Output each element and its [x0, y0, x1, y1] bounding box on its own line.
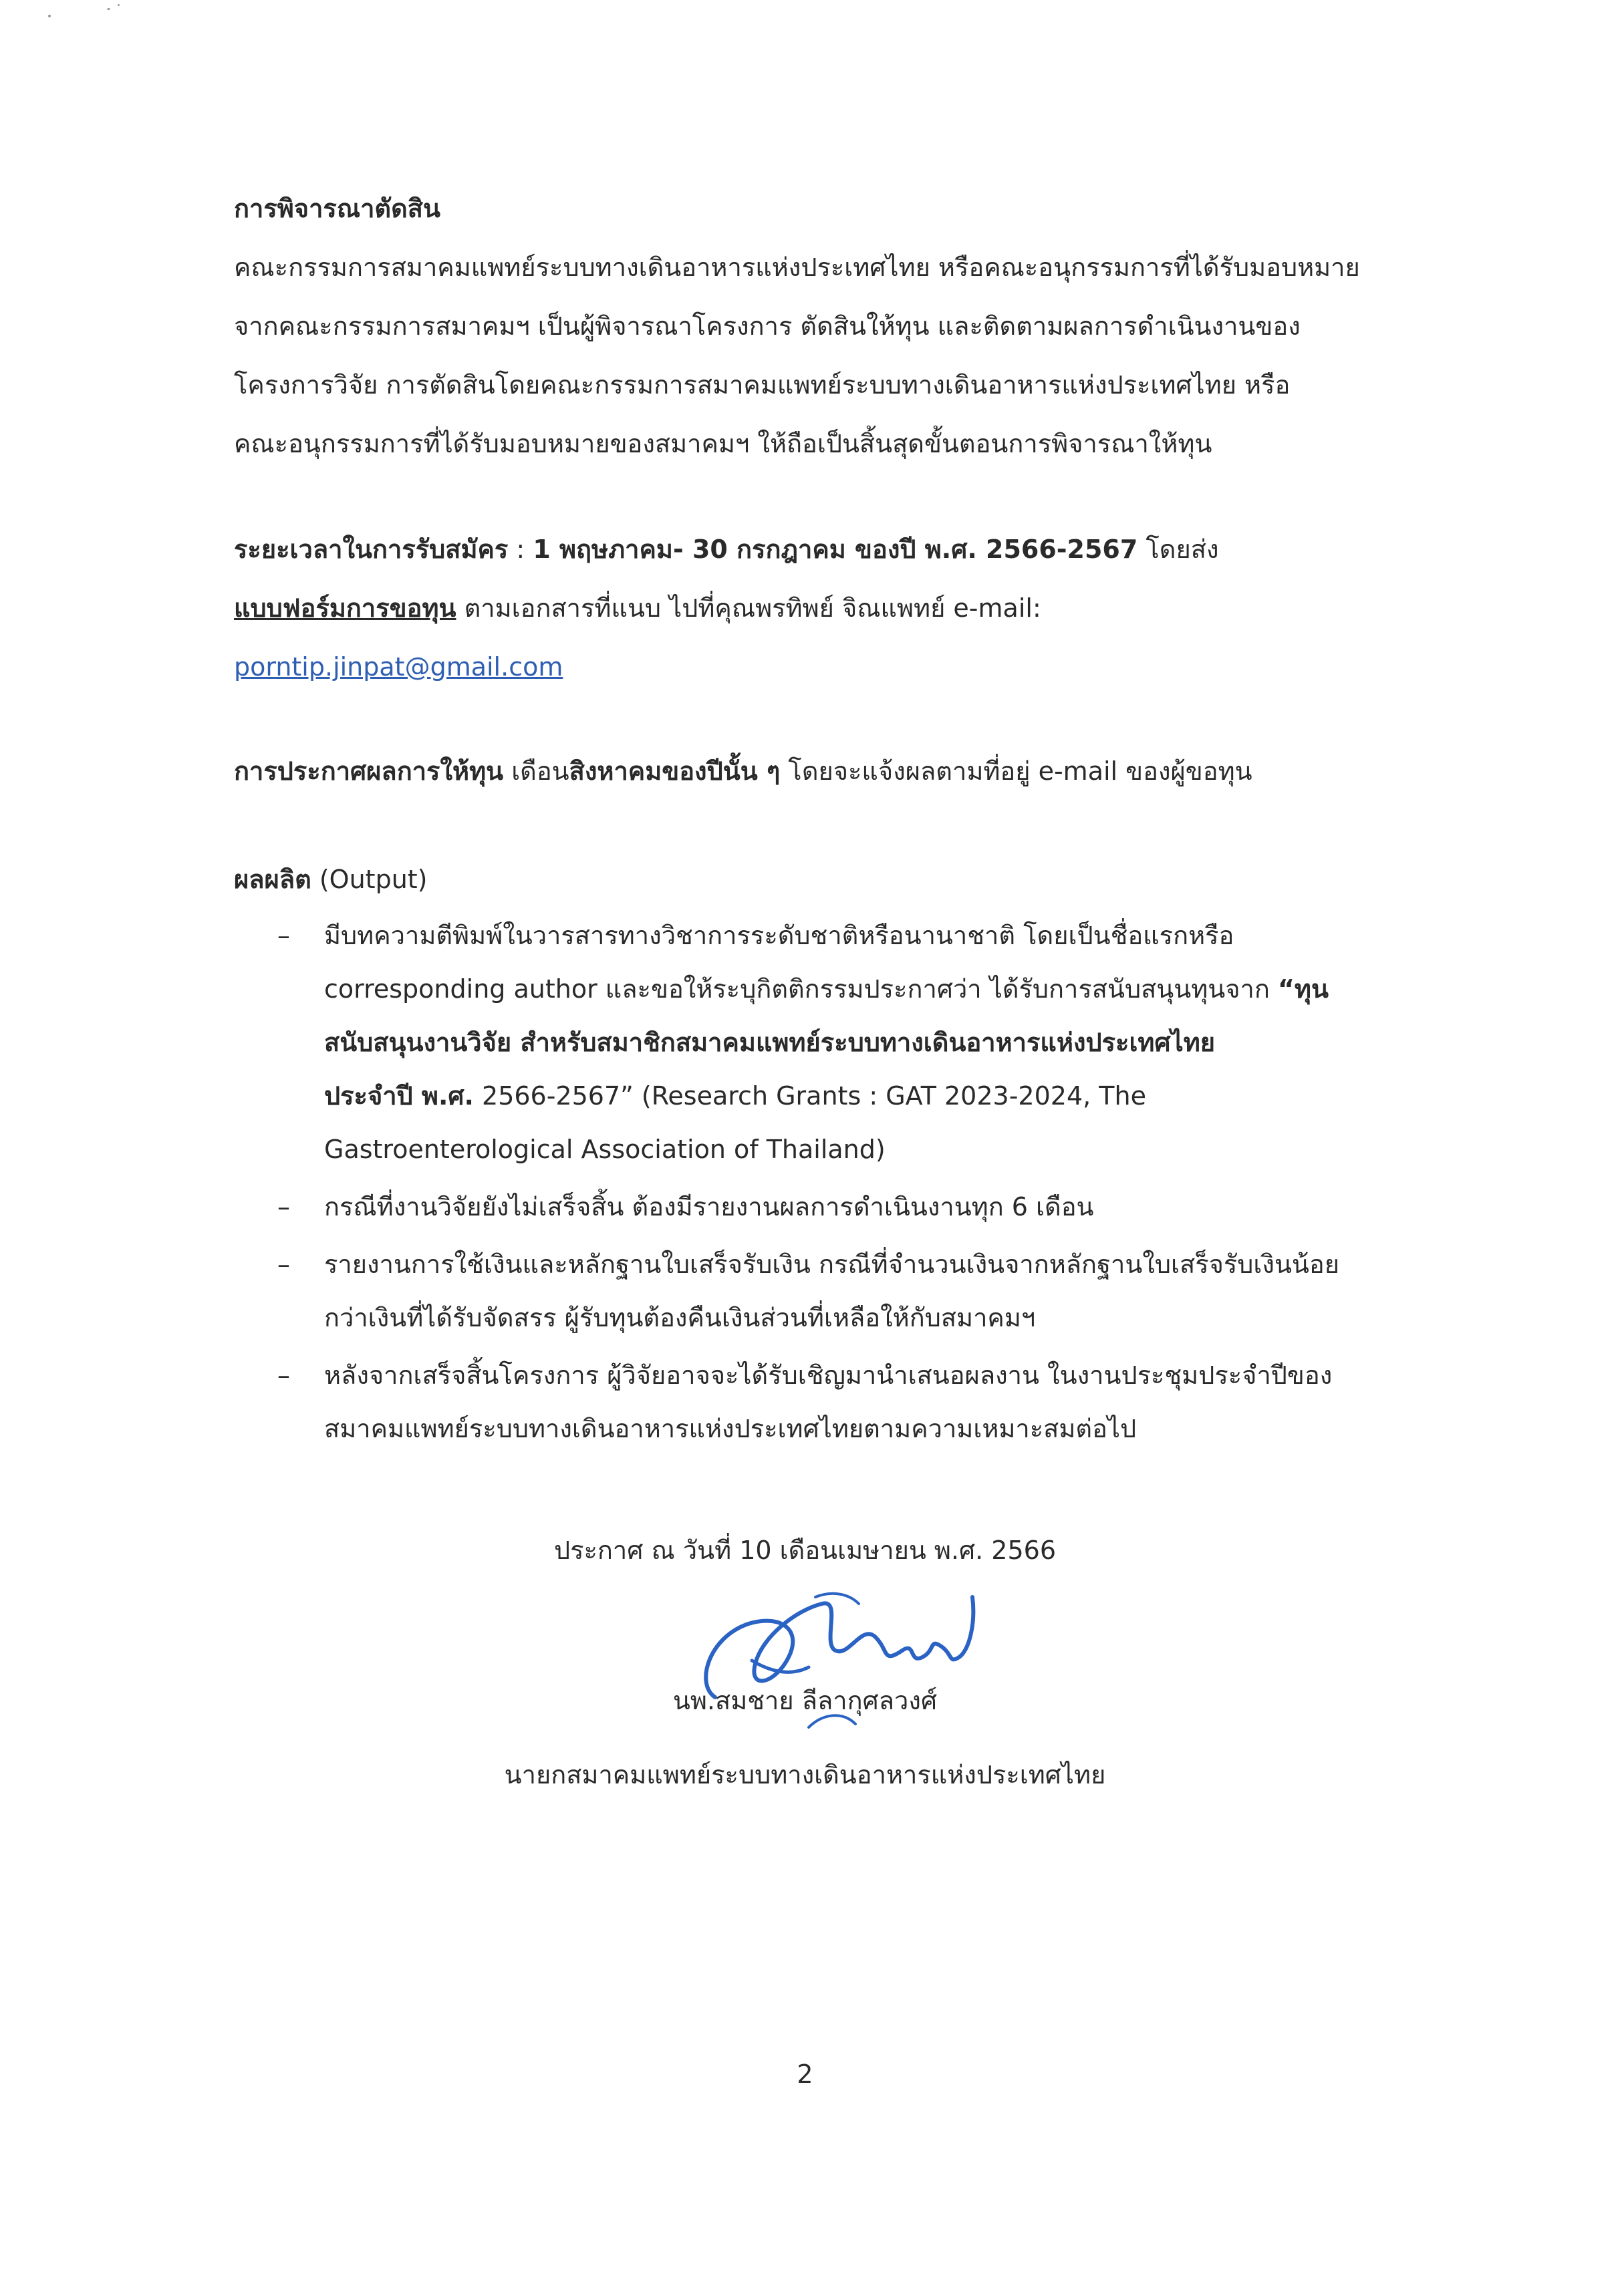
list-item-line: มีบทความตีพิมพ์ในวารสารทางวิชาการระดับชาติหรือนานาชาติ โดยเป็นชื่อแรกหรือ	[324, 921, 1234, 950]
scan-speck	[118, 4, 120, 6]
decision-heading: การพิจารณาตัดสิน	[234, 194, 440, 223]
dash-bullet: –	[277, 1250, 290, 1279]
list-item-line: รายงานการใช้เงินและหลักฐานใบเสร็จรับเงิน กรณีที่จำนวนเงินจากหลักฐานใบเสร็จรับเงินน้อย	[324, 1250, 1339, 1279]
application-tail: โดยส่ง	[1137, 535, 1219, 564]
output-heading: ผลผลิต	[234, 865, 311, 894]
decision-line: คณะกรรมการสมาคมแพทย์ระบบทางเดินอาหารแห่งประเทศไทย หรือคณะอนุกรรมการที่ได้รับมอบหมาย	[234, 253, 1360, 282]
scan-speck	[48, 15, 51, 17]
dash-bullet: –	[277, 921, 290, 950]
page-number: 2	[797, 2059, 813, 2089]
list-item-line: สมาคมแพทย์ระบบทางเดินอาหารแห่งประเทศไทยตามความเหมาะสมต่อไป	[324, 1414, 1137, 1443]
announcement-month: สิงหาคมของปีนั้น ๆ	[569, 756, 781, 786]
output-heading-en: (Output)	[311, 865, 428, 894]
announcement-tail: โดยจะแจ้งผลตามที่อยู่ e-mail ของผู้ขอทุน	[780, 756, 1252, 786]
list-item	[234, 909, 1417, 1176]
list-item	[234, 1238, 1417, 1344]
decision-section	[234, 179, 1403, 473]
signatory-name: นพ.สมชาย ลีลากุศลวงศ์	[672, 1686, 938, 1715]
grant-name-bold: ประจำปี พ.ศ.	[324, 1081, 474, 1111]
list-item-line: Gastroenterological Association of Thailand)	[324, 1135, 886, 1164]
application-form-label: แบบฟอร์มการขอทุน	[234, 593, 456, 623]
signatory-position: นายกสมาคมแพทย์ระบบทางเดินอาหารแห่งประเทศไทย	[504, 1760, 1106, 1789]
list-item	[234, 1180, 1417, 1234]
list-item-line: กรณีที่งานวิจัยยังไม่เสร็จสิ้น ต้องมีรายงานผลการดำเนินงานทุก 6 เดือน	[324, 1192, 1094, 1222]
announcement-label: การประกาศผลการให้ทุน	[234, 756, 504, 786]
list-item-line: กว่าเงินที่ได้รับจัดสรร ผู้รับทุนต้องคืนเงินส่วนที่เหลือให้กับสมาคมฯ	[324, 1303, 1036, 1332]
announcement-section	[234, 742, 1403, 801]
application-form-instruction: ตามเอกสารที่แนบ ไปที่คุณพรทิพย์ จิณแพทย์ e-mail:	[456, 593, 1041, 623]
application-period-label: ระยะเวลาในการรับสมัคร	[234, 535, 509, 564]
grant-name-bold: สนับสนุนงานวิจัย สำหรับสมาชิกสมาคมแพทย์ระบบทางเดินอาหารแห่งประเทศไทย	[324, 1028, 1216, 1057]
list-item-text: 2566-2567” (Research Grants : GAT 2023-2024, The	[473, 1081, 1146, 1111]
decision-line: จากคณะกรรมการสมาคมฯ เป็นผู้พิจารณาโครงการ ตัดสินให้ทุน และติดตามผลการดำเนินงานของ	[234, 311, 1301, 341]
output-section	[234, 850, 1403, 909]
application-period-dates: 1 พฤษภาคม- 30 กรกฎาคม ของปี พ.ศ. 2566-2567	[533, 535, 1138, 564]
output-list	[234, 909, 1417, 1459]
contact-email-link[interactable]: porntip.jinpat@gmail.com	[234, 652, 563, 682]
list-item-line: หลังจากเสร็จสิ้นโครงการ ผู้วิจัยอาจจะได้รับเชิญมานำเสนอผลงาน ในงานประชุมประจำปีของ	[324, 1360, 1333, 1390]
decision-line: โครงการวิจัย การตัดสินโดยคณะกรรมการสมาคมแพทย์ระบบทางเดินอาหารแห่งประเทศไทย หรือ	[234, 370, 1291, 400]
grant-name-bold: “ทุน	[1277, 974, 1329, 1004]
list-item-text: corresponding author และขอให้ระบุกิตติกรรมประกาศว่า ได้รับการสนับสนุนทุนจาก	[324, 974, 1278, 1004]
announcement-date: ประกาศ ณ วันที่ 10 เดือนเมษายน พ.ศ. 2566	[553, 1536, 1057, 1565]
announcement-mid: เดือน	[503, 756, 569, 786]
dash-bullet: –	[277, 1360, 290, 1390]
decision-line: คณะอนุกรรมการที่ได้รับมอบหมายของสมาคมฯ ให้ถือเป็นสิ้นสุดขั้นตอนการพิจารณาให้ทุน	[234, 429, 1212, 458]
application-section	[234, 520, 1403, 696]
scan-speck	[107, 8, 110, 10]
list-item	[234, 1348, 1417, 1455]
application-colon: :	[508, 535, 533, 564]
dash-bullet: –	[277, 1192, 290, 1222]
